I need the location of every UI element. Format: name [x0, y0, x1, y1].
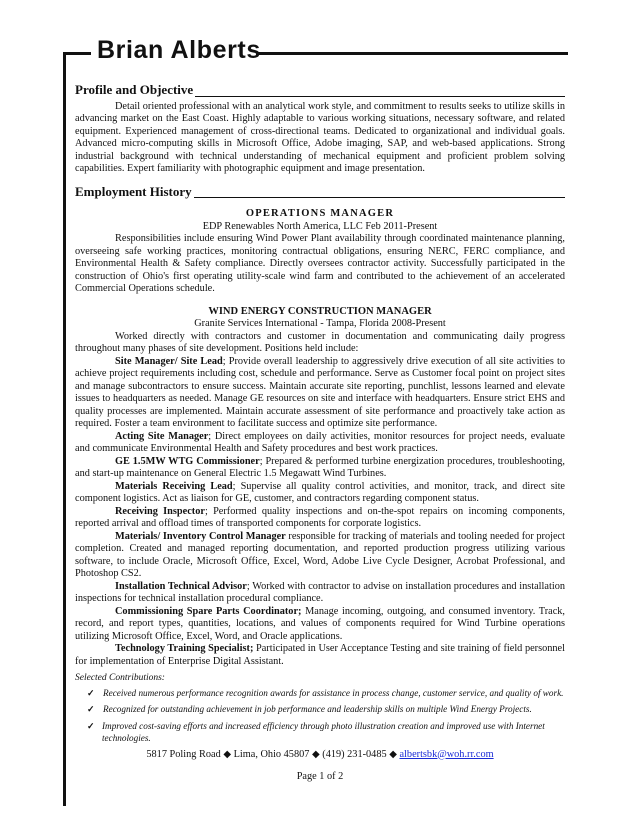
role-text: ; Prepared & performed turbine energization procedures, troubleshooting, and start-up maintenance on General Electric 1.5 Megawatt Wind Turbines.	[75, 455, 566, 479]
role-text: ; Performed quality inspections and on-the-spot repairs on incoming components, reported arrival and offload times of transported components for corporate logistics.	[75, 505, 565, 529]
contribution-text: Improved cost-saving efforts and increased efficiency through photo illustration creation and improved use with Internet technologies.	[102, 720, 545, 743]
border-top-rule-left	[63, 52, 91, 55]
job-1-title: OPERATIONS MANAGER	[245, 208, 395, 219]
role-title: Installation Technical Advisor	[115, 580, 247, 592]
contribution-text: Recognized for outstanding achievement in job performance and leadership skills on multiple Wind Energy Projects.	[103, 704, 532, 714]
profile-heading-label: Profile and Objective	[75, 82, 194, 97]
list-item	[75, 703, 565, 716]
role-text: responsible for tracking of materials and tooling needed for project completion. Created and managed reporting documentation, and reported production progress utilizing various software, to include Oracle, Microsoft Office, Excel, Word, Adobe Live Cycle Designer, Acrobat Professional, and Photoshop CS2.	[75, 530, 565, 579]
job-2-intro: Worked directly with contractors and customer in documentation and communicating daily progress throughout many phases of site development. Positions held include:	[75, 330, 565, 354]
border-top-rule-right	[256, 52, 568, 55]
page-number: Page 1 of 2	[296, 771, 344, 782]
contact-footer	[75, 749, 565, 762]
role-title: Technology Training Specialist;	[115, 643, 254, 654]
role-entry	[75, 356, 565, 431]
role-text: ; Provide overall leadership to aggressively drive execution of all site activities to achieve project requirements including cost, schedule and performance. Serve as Customer focal point on project sites and manage subcontractors to ensure success. Maintain accurate site reporting, punchlist, lessons learned and elevate issues to headquarters as needed. Manage GE resources on site and interface with headquarters. Ensure strict EHS and quality processes are implemented. Maintain accurate assessment of site performance and proactively take action as required. Foster a team environment to facilitate success and optimize site performance.	[75, 355, 565, 429]
role-title: Materials Receiving Lead	[115, 480, 233, 492]
checkmark-icon: ✓	[87, 704, 95, 714]
list-item	[75, 687, 565, 700]
role-entry	[75, 643, 565, 668]
checkmark-icon: ✓	[87, 687, 95, 698]
role-entry	[75, 606, 565, 644]
job-1-company: EDP Renewables North America, LLC Feb 2011-Present	[202, 220, 438, 232]
role-entry	[75, 431, 565, 456]
phone-number: (419) 231-0485	[322, 748, 387, 760]
role-entry	[75, 581, 565, 606]
job-2-title: WIND ENERGY CONSTRUCTION MANAGER	[208, 305, 432, 317]
border-left-rule	[63, 52, 66, 806]
employment-heading	[75, 183, 565, 199]
role-title: Materials/ Inventory Control Manager	[115, 530, 286, 542]
job-1-description: Responsibilities include ensuring Wind Power Plant availability through coordinated maintenance planning, overseeing safe working practices, monitoring contractual obligations, ensuring NERC, FERC compliance, and Environmental Health & Safety compliance. Directly oversees contractor activity. Successfully participated in the construction of Ohio's first operating utility-scale wind farm and contributed to the achievement of an accelerated Commercial Operations schedule.	[75, 233, 565, 294]
resume-name: Brian Alberts	[97, 36, 261, 64]
diamond-icon: ◆	[311, 748, 320, 760]
job-1-header	[75, 208, 565, 233]
role-title: Commissioning Spare Parts Coordinator;	[115, 605, 302, 617]
contributions-list	[75, 687, 565, 745]
role-title: Receiving Inspector	[115, 505, 205, 517]
resume-body	[75, 84, 565, 784]
role-title: GE 1.5MW WTG Commissioner	[115, 455, 260, 467]
diamond-icon: ◆	[389, 748, 397, 760]
role-entry	[75, 481, 565, 506]
job-2-company: Granite Services International - Tampa, Florida 2008-Present	[194, 318, 446, 329]
role-title: Acting Site Manager	[115, 430, 209, 442]
profile-heading	[75, 84, 565, 97]
role-text: Manage incoming, outgoing, and consumed inventory. Track, record, and report types, quantities, locations, and values of components required for Wind Turbine operations utilizing Microsoft Office, Excel, Word, and Oracle applications.	[75, 605, 566, 642]
role-text: ; Supervise all quality control activities, and monitor, track, and direct site component logistics. Act as liaison for GE, customer, and contractors regarding component status.	[75, 480, 566, 504]
city-address: Lima, Ohio 45807	[233, 748, 310, 760]
heading-rule	[194, 186, 565, 198]
email-link[interactable]: albertsbk@woh.rr.com	[399, 748, 494, 760]
role-entry	[75, 456, 565, 481]
employment-heading-label: Employment History	[75, 183, 192, 199]
role-entry	[75, 531, 565, 581]
diamond-icon: ◆	[223, 748, 232, 760]
job-2-header	[75, 306, 565, 331]
role-text: ; Direct employees on daily activities, monitor resources for project needs, evaluate and communicate Environmental Health and Safety procedures and best work practices.	[75, 430, 566, 454]
heading-rule	[195, 85, 565, 97]
contribution-text: Received numerous performance recognition awards for assistance in process change, customer service, and quality of work.	[103, 687, 564, 698]
checkmark-icon: ✓	[87, 720, 95, 731]
street-address: 5817 Poling Road	[146, 748, 221, 760]
job-2-roles	[75, 331, 565, 669]
contributions-heading: Selected Contributions:	[75, 673, 165, 683]
role-title: Site Manager/ Site Lead	[115, 355, 223, 367]
role-entry	[75, 506, 565, 531]
list-item	[75, 720, 565, 745]
role-text: ; Worked with contractor to advise on installation procedures and installation inspections for technical installation procedural compliance.	[75, 580, 565, 604]
profile-text: Detail oriented professional with an analytical work style, and commitment to results seeks to utilize skills in advancing market on the East Coast. Highly adaptable to various working situations, necessary software, and related equipment. Experienced management of cross-directional teams. Dedicated to organizational and individual goals. Advanced micro-computing skills in Microsoft Office, Adobe imaging, SAP, and web-based applications. Strong industrial background with technical understanding of mechanical equipment and proficient problem solving capabilities. Expert familiarity with photographic equipment and image presentation.	[75, 100, 565, 174]
role-text: Participated in User Acceptance Testing and site training of field personnel for implementation of Enterprise Digital Assistant.	[75, 643, 565, 667]
